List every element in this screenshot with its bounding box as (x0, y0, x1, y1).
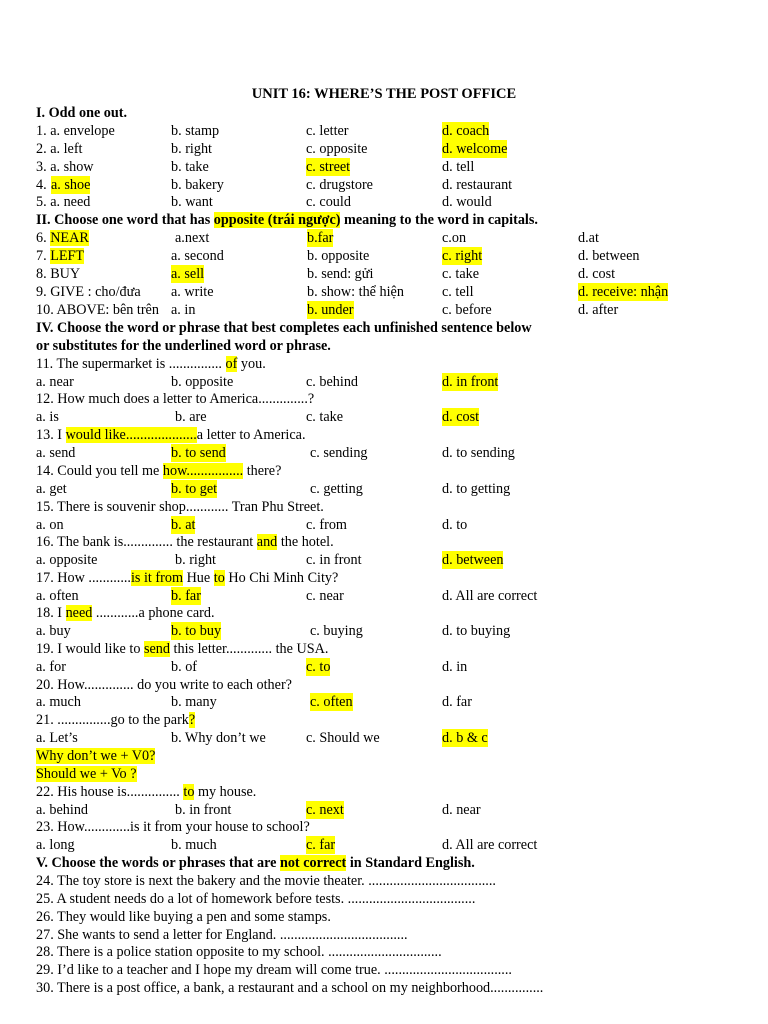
q11-option-c: c. behind (306, 374, 359, 390)
q17-option-a: a. often (36, 588, 79, 604)
section-5-heading-highlight: not correct (279, 855, 347, 871)
q26-sentence: 26. They would like buying a pen and some stamps. (36, 909, 331, 925)
q8-option-c: c. take (442, 266, 480, 282)
q16-option-c: c. in front (306, 552, 362, 568)
q21-option-c: c. Should we (306, 730, 380, 746)
q12-option-a: a. is (36, 409, 59, 425)
q23-answer-c: c. far (306, 837, 336, 853)
q10-word: 10. ABOVE: bên trên (36, 302, 159, 318)
q8-answer-a: a. sell (171, 266, 205, 282)
q6-option-a: a.next (175, 230, 210, 246)
section-1-heading: I. Odd one out. (36, 105, 128, 121)
section-4-heading-line-1: IV. Choose the word or phrase that best completes each unfinished sentence below (36, 320, 532, 336)
q15-answer-b: b. at (171, 517, 196, 533)
q6-option-c: c.on (442, 230, 467, 246)
q7-option-b: b. opposite (307, 248, 370, 264)
q17-highlight-1: is it from (130, 570, 184, 586)
q2-option-b: b. right (171, 141, 212, 157)
q5-option-b: b. want (171, 194, 213, 210)
section-5-heading-c: in Standard English. (346, 855, 475, 871)
q17-text-1: 17. How ............ (36, 570, 131, 586)
q17-option-c: c. near (306, 588, 344, 604)
q13-stem (36, 426, 306, 444)
q15-option-a: a. on (36, 517, 64, 533)
q22-stem (36, 783, 256, 801)
q15-option-d: d. to (442, 517, 468, 533)
q20-option-b: b. many (171, 694, 217, 710)
q14-option-a: a. get (36, 481, 67, 497)
section-2-heading-a: II. Choose one word that has (36, 212, 214, 228)
q14-answer-b: b. to get (171, 481, 218, 497)
section-5-heading (36, 854, 475, 872)
q11-answer-d: d. in front (442, 374, 499, 390)
section-5-heading-a: V. Choose the words or phrases that are (36, 855, 280, 871)
q8-word: 8. BUY (36, 266, 81, 282)
q19-text-2: this letter............. the USA. (170, 641, 329, 657)
q21-highlight: ? (188, 712, 196, 728)
q30-sentence: 30. There is a post office, a bank, a restaurant and a school on my neighborhood............... (36, 980, 544, 996)
q17-option-d: d. All are correct (442, 588, 538, 604)
q9-answer-d: d. receive: nhận (578, 284, 669, 300)
q18-option-a: a. buy (36, 623, 71, 639)
q22-option-b: b. in front (175, 802, 232, 818)
q23-option-a: a. long (36, 837, 75, 853)
q23-option-d: d. All are correct (442, 837, 538, 853)
q4-number: 4. (36, 177, 47, 193)
q15-stem: 15. There is souvenir shop............ Tran Phu Street. (36, 499, 324, 515)
q22-option-d: d. near (442, 802, 481, 818)
q22-highlight: to (183, 784, 195, 800)
q4-option-c: c. drugstore (306, 177, 373, 193)
q20-answer-c: c. often (310, 694, 353, 710)
q10-option-c: c. before (442, 302, 492, 318)
q21-note-1-text: Why don’t we + V0? (36, 748, 156, 764)
q5-option-a: 5. a. need (36, 194, 91, 210)
q13-option-d: d. to sending (442, 445, 515, 461)
q7-word (36, 247, 84, 265)
q18-text-1: 18. I (36, 605, 66, 621)
q18-highlight: need (65, 605, 93, 621)
q22-answer-c: c. next (306, 802, 344, 818)
q2-answer-d: d. welcome (442, 141, 508, 157)
q6-answer-b: b.far (307, 230, 334, 246)
q23-option-b: b. much (171, 837, 217, 853)
q2-option-a: 2. a. left (36, 141, 83, 157)
q17-answer-b: b. far (171, 588, 201, 604)
q18-option-d: d. to buying (442, 623, 511, 639)
q10-answer-b: b. under (307, 302, 354, 318)
q13-text-1: 13. I (36, 427, 66, 443)
q1-option-a: 1. a. envelope (36, 123, 115, 139)
q7-number: 7. (36, 248, 51, 264)
q19-text-1: 19. I would like to (36, 641, 144, 657)
q12-stem: 12. How much does a letter to America..............? (36, 391, 315, 407)
q14-text-2: there? (243, 463, 282, 479)
q3-option-d: d. tell (442, 159, 475, 175)
q18-stem (36, 604, 215, 622)
q1-option-b: b. stamp (171, 123, 220, 139)
q1-answer-d: d. coach (442, 123, 490, 139)
q18-answer-b: b. to buy (171, 623, 222, 639)
q21-stem (36, 711, 195, 729)
q5-option-d: d. would (442, 194, 492, 210)
q3-option-a: 3. a. show (36, 159, 94, 175)
q19-answer-c: c. to (306, 659, 331, 675)
q17-text-3: Ho Chi Minh City? (224, 570, 339, 586)
q11-option-a: a. near (36, 374, 74, 390)
q17-text-2: Hue (183, 570, 214, 586)
q23-stem: 23. How.............is it from your house to school? (36, 819, 310, 835)
q19-option-a: a. for (36, 659, 66, 675)
q22-text-1: 22. His house is............... (36, 784, 184, 800)
section-2-heading-c: meaning to the word in capitals. (340, 212, 538, 228)
q5-option-c: c. could (306, 194, 351, 210)
q11-option-b: b. opposite (171, 374, 234, 390)
q13-highlight: would like.................... (65, 427, 197, 443)
q14-highlight: how................ (162, 463, 244, 479)
q21-note-1 (36, 747, 155, 765)
q11-highlight: of (225, 356, 238, 372)
q14-option-d: d. to getting (442, 481, 511, 497)
q11-text-2: you. (237, 356, 266, 372)
q3-answer-c: c. street (306, 159, 351, 175)
q18-text-2: ............a phone card. (92, 605, 215, 621)
q4-option-d: d. restaurant (442, 177, 513, 193)
q1-option-c: c. letter (306, 123, 349, 139)
q14-text-1: 14. Could you tell me (36, 463, 163, 479)
q20-stem: 20. How.............. do you write to each other? (36, 677, 292, 693)
q15-option-c: c. from (306, 517, 347, 533)
q9-option-a: a. write (171, 284, 214, 300)
q7-option-a: a. second (171, 248, 224, 264)
q8-option-b: b. send: gửi (307, 266, 374, 282)
q16-answer-d: d. between (442, 552, 504, 568)
q21-option-a: a. Let’s (36, 730, 78, 746)
q25-sentence: 25. A student needs do a lot of homework before tests. .................................... (36, 891, 476, 907)
q21-option-b: b. Why don’t we (171, 730, 266, 746)
q11-text-1: 11. The supermarket is ............... (36, 356, 226, 372)
section-2-heading (36, 211, 538, 229)
q3-option-b: b. take (171, 159, 209, 175)
q20-option-d: d. far (442, 694, 472, 710)
q14-stem (36, 462, 281, 480)
q9-option-b: b. show: thể hiện (307, 284, 404, 300)
q13-option-a: a. send (36, 445, 76, 461)
q6-number: 6. (36, 230, 51, 246)
q13-answer-b: b. to send (171, 445, 226, 461)
q19-stem (36, 640, 328, 658)
q10-option-d: d. after (578, 302, 619, 318)
q19-highlight: send (143, 641, 170, 657)
q29-sentence: 29. I’d like to a teacher and I hope my dream will come true. .................................... (36, 962, 512, 978)
q18-option-c: c. buying (310, 623, 363, 639)
q6-word (36, 229, 89, 247)
q7-capital-word: LEFT (50, 248, 85, 264)
q10-option-a: a. in (171, 302, 196, 318)
q21-note-2-text: Should we + Vo ? (36, 766, 137, 782)
q16-stem (36, 533, 334, 551)
q21-answer-d: d. b & c (442, 730, 488, 746)
q12-option-b: b. are (175, 409, 207, 425)
q17-highlight-2: to (213, 570, 225, 586)
q8-option-d: d. cost (578, 266, 616, 282)
q9-word: 9. GIVE : cho/đưa (36, 284, 141, 300)
q22-text-2: my house. (194, 784, 257, 800)
section-2-heading-highlight: opposite (trái ngược) (213, 212, 341, 228)
q20-option-a: a. much (36, 694, 81, 710)
page-title: UNIT 16: WHERE’S THE POST OFFICE (251, 86, 517, 102)
q6-option-d: d.at (578, 230, 599, 246)
q16-text-1: 16. The bank is.............. the restaurant (36, 534, 257, 550)
q19-option-b: b. of (171, 659, 198, 675)
q13-text-2: a letter to America. (196, 427, 306, 443)
q17-stem (36, 569, 338, 587)
q6-capital-word: NEAR (50, 230, 89, 246)
q7-option-d: d. between (578, 248, 640, 264)
q27-sentence: 27. She wants to send a letter for England. .................................... (36, 927, 408, 943)
q22-option-a: a. behind (36, 802, 89, 818)
q16-option-b: b. right (175, 552, 216, 568)
q24-sentence: 24. The toy store is next the bakery and the movie theater. .................................... (36, 873, 496, 889)
q12-option-c: c. take (306, 409, 344, 425)
q16-highlight: and (256, 534, 278, 550)
q13-option-c: c. sending (310, 445, 368, 461)
q4-answer-a: a. shoe (51, 177, 91, 193)
q28-sentence: 28. There is a police station opposite to my school. ................................ (36, 944, 442, 960)
q11-stem (36, 355, 266, 373)
q19-option-d: d. in (442, 659, 468, 675)
q21-text-1: 21. ...............go to the park (36, 712, 189, 728)
q2-option-c: c. opposite (306, 141, 368, 157)
q12-answer-d: d. cost (442, 409, 480, 425)
q14-option-c: c. getting (310, 481, 363, 497)
q16-text-2: the hotel. (277, 534, 334, 550)
q4-option-b: b. bakery (171, 177, 224, 193)
section-4-heading-line-2: or substitutes for the underlined word or phrase. (36, 338, 331, 354)
q21-note-2 (36, 765, 137, 783)
q9-option-c: c. tell (442, 284, 474, 300)
q16-option-a: a. opposite (36, 552, 98, 568)
q7-answer-c: c. right (442, 248, 483, 264)
